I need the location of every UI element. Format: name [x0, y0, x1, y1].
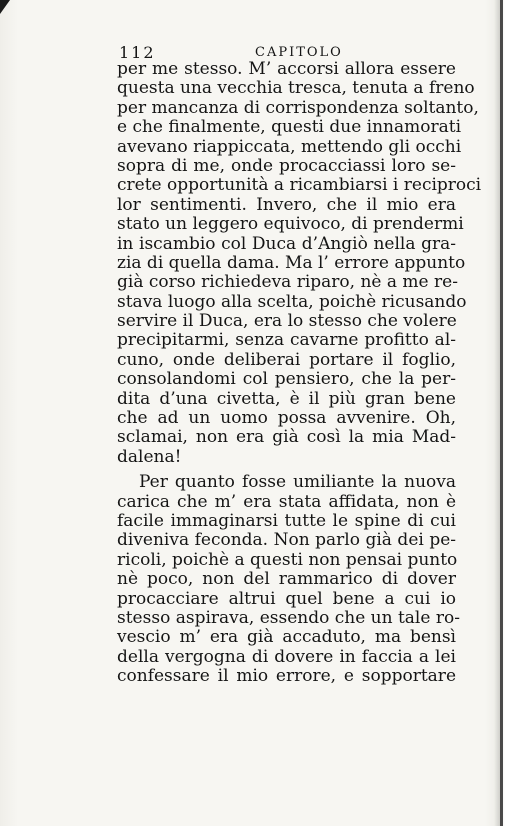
- text-line: precipitarmi, senza cavarne profitto al-: [117, 330, 456, 351]
- text-line: sopra di me, onde procacciassi loro se-: [117, 155, 456, 176]
- text-line: della vergogna di dovere in faccia a lei: [117, 646, 456, 667]
- body-text: [117, 59, 482, 687]
- chapter-label: CAPITOLO: [255, 45, 343, 60]
- text-line: confessare il mio errore, e sopportare: [117, 666, 456, 687]
- text-line: stava luogo alla scelta, poichè ricusando: [117, 291, 467, 312]
- text-line: avevano riappiccata, mettendo gli occhi: [117, 136, 462, 157]
- text-line: per mancanza di corrispondenza soltanto,: [117, 97, 479, 118]
- page-corner-shadow: [0, 0, 10, 14]
- text-line: cuno, onde deliberai portare il foglio,: [117, 349, 456, 370]
- text-line: consolandomi col pensiero, che la per-: [117, 369, 456, 390]
- text-line: lor sentimenti. Invero, che il mio era: [117, 194, 456, 215]
- text-line: zia di quella dama. Ma l’ errore appunto: [117, 252, 466, 273]
- text-line: facile immaginarsi tutte le spine di cui: [117, 510, 456, 531]
- text-line: servire il Duca, era lo stesso che volere: [117, 311, 457, 332]
- text-line: in iscambio col Duca d’Angiò nella gra-: [117, 233, 456, 254]
- text-line: procacciare altrui quel bene a cui io: [117, 588, 456, 609]
- text-line: già corso richiedeva riparo, nè a me re-: [117, 272, 458, 293]
- text-line: dita d’una civetta, è il più gran bene: [117, 388, 456, 409]
- text-line: per me stesso. M’ accorsi allora essere: [117, 59, 456, 79]
- text-line: che ad un uomo possa avvenire. Oh,: [117, 408, 456, 429]
- text-line: sclamai, non era già così la mia Mad-: [117, 427, 456, 448]
- text-line: stesso aspirava, essendo che un tale ro-: [117, 607, 460, 628]
- text-line: carica che m’ era stata affidata, non è: [117, 491, 456, 512]
- text-line: questa una vecchia tresca, tenuta a freno: [117, 78, 475, 99]
- text-line: crete opportunità a ricambiarsi i reciproci: [117, 175, 482, 196]
- page-edge: [500, 0, 503, 826]
- text-line: Per quanto fosse umiliante la nuova: [139, 472, 456, 493]
- text-line: dalena!: [117, 446, 182, 467]
- paragraph: [117, 59, 482, 467]
- text-line: ricoli, poichè a questi non pensai punto: [117, 549, 458, 570]
- paragraph: [117, 472, 460, 687]
- text-line: diveniva feconda. Non parlo già dei pe-: [117, 530, 456, 551]
- page-number: 112: [119, 43, 156, 62]
- text-line: stato un leggero equivoco, di prendermi: [117, 214, 464, 235]
- text-line: nè poco, non del rammarico di dover: [117, 569, 456, 590]
- text-line: e che finalmente, questi due innamorati: [117, 117, 462, 138]
- text-line: vescio m’ era già accaduto, ma bensì: [117, 627, 456, 648]
